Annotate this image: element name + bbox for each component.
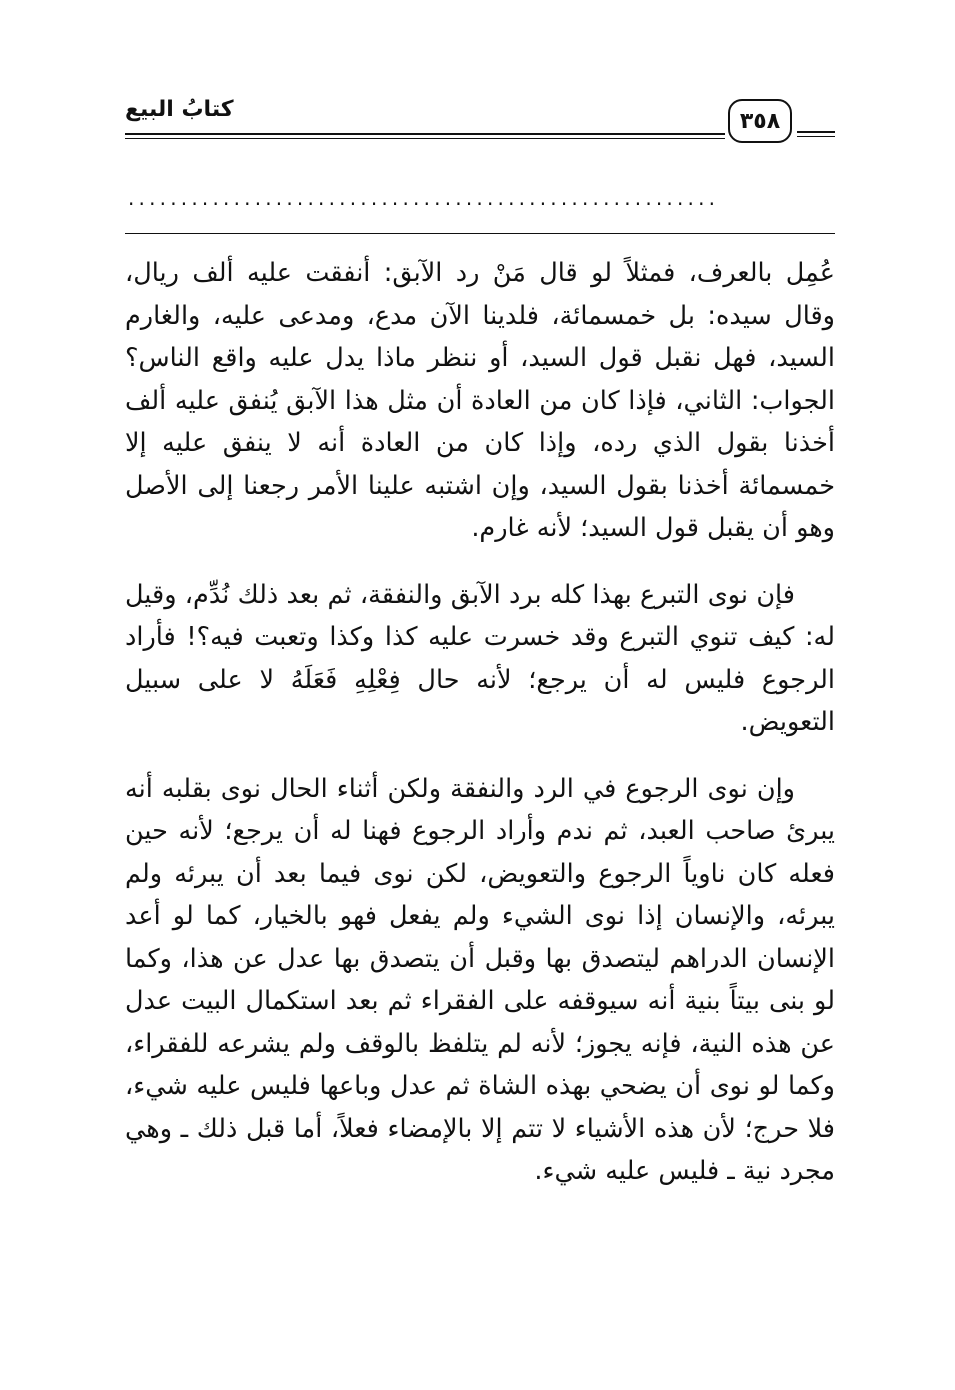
page-number: ٣٥٨	[728, 99, 792, 143]
book-title: كتابُ البيع	[125, 97, 234, 122]
section-separator	[125, 233, 835, 234]
paragraph: فإن نوى التبرع بهذا كله برد الآبق والنفقة، ثم بعد ذلك نُدِّم، وقيل له: كيف تنوي التبرع وقد خسرت عليه كذا وكذا وتعبت فيه؟! فأراد الرجوع فليس له أن يرجع؛ لأنه حال فِعْلِهِ فَعَلَهُ لا على سبيل التعويض.	[125, 579, 835, 737]
header-rule-thin	[125, 138, 725, 139]
paragraph: عُمِل بالعرف، فمثلاً لو قال مَنْ رد الآبق: أنفقت عليه ألف ريال، وقال سيده: بل خمسمائة، فلدينا الآن مدع، ومدعى عليه، والغارم السيد، فهل نقبل قول السيد، أو ننظر ماذا يدل عليه واقع الناس؟ الجواب: الثاني، فإذا كان من العادة أن مثل هذا الآبق يُنفق عليه ألف أخذنا بقول الذي رده، وإذا كان من العادة أنه لا ينفق عليه إلا خمسمائة أخذنا بقول السيد، وإن اشتبه علينا الأمر رجعنا إلى الأصل وهو أن يقبل قول السيد؛ لأنه غارم.	[125, 258, 835, 543]
body-text	[125, 252, 835, 1193]
header-rule-right-thin	[797, 136, 835, 137]
paragraph: وإن نوى الرجوع في الرد والنفقة ولكن أثناء الحال نوى بقلبه أنه يبرئ صاحب العبد، ثم ندم وأراد الرجوع فهنا له أن يرجع؛ لأنه حين فعله كان ناوياً الرجوع والتعويض، لكن نوى فيما بعد أن يبرئه ولم يبرئه، والإنسان إذا نوى الشيء ولم يفعل فهو بالخيار، كما لو أعد الإنسان الدراهم ليتصدق بها وقبل أن يتصدق بها عدل عن هذا، وكما لو بنى بيتاً بنية أنه سيوقفه على الفقراء ثم بعد استكمال البيت عدل عن هذه النية، فإنه يجوز؛ لأنه لم يتلفظ بالوقف ولم يشرعه للفقراء، وكما لو نوى أن يضحي بهذه الشاة ثم عدل وباعها فليس عليه شيء، فلا حرج؛ لأن هذه الأشياء لا تتم إلا بالإمضاء فعلاً، أما قبل ذلك ـ وهي مجرد نية ـ فليس عليه شيء.	[125, 773, 835, 1186]
dotted-divider: ........................................................	[128, 186, 720, 210]
header-rule	[125, 133, 725, 135]
header-rule-right	[797, 131, 835, 133]
page-header	[125, 95, 835, 155]
